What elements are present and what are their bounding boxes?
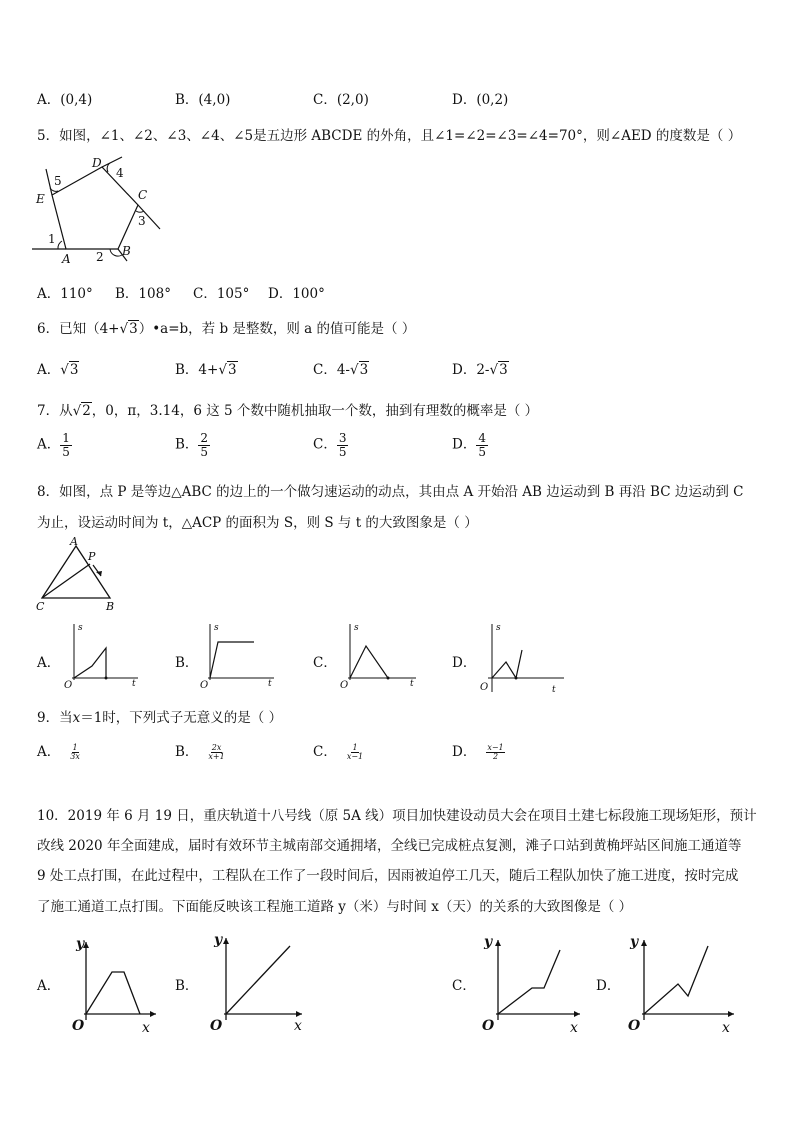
q10-option-c: C． <box>452 978 476 994</box>
q5-option-b: B．108° <box>115 286 171 302</box>
q10-graph-b <box>206 930 306 1036</box>
q10-option-d: D． <box>596 978 621 994</box>
q8-label-b: B <box>106 600 115 613</box>
svg-text:t: t <box>552 685 556 695</box>
q9-option-c: C． $\frac{1}{x-1}$ <box>313 743 364 761</box>
svg-text:s: s <box>354 623 359 633</box>
q5-label-5: 5 <box>54 174 62 188</box>
svg-text:s: s <box>78 623 83 633</box>
q7-option-d: D． $\frac{4}{5}$ <box>452 431 486 459</box>
q7-stem: 7．从√2，0，π，3.14，6 这 5 个数中随机抽取一个数，抽到有理数的概率是（ ） <box>37 403 539 419</box>
q8-stem-line1: 8．如图，点 P 是等边△ABC 的边上的一个做匀速运动的动点，其由点 A 开始沿 AB 边运动到 B 再沿 BC 边运动到 C <box>37 484 744 500</box>
q5-label-a: A <box>62 252 71 266</box>
svg-text:O: O <box>480 682 489 693</box>
q5-label-b: B <box>122 244 131 258</box>
q5-option-d: D．100° <box>268 286 325 302</box>
q6-option-a: A．√3 <box>37 362 79 378</box>
svg-text:x: x <box>142 1020 150 1036</box>
q10-stem-line1: 10．2019 年 6 月 19 日，重庆轨道十八号线（原 5A 线）项目加快建设动员大会在项目土建七标段施工现场矩形，预计 <box>37 808 757 824</box>
q10-stem-line3: 9 处工点打围，在此过程中，工程队在工作了一段时间后，因雨被迫停工几天，随后工程队加快了施工进度，按时完成 <box>37 868 739 884</box>
svg-text:y: y <box>214 932 223 948</box>
svg-text:y: y <box>484 934 493 950</box>
q6-stem: 6．已知（4+√3）•a=b，若 b 是整数，则 a 的值可能是（ ） <box>37 321 416 337</box>
q8-label-a: A <box>70 535 78 548</box>
q8-label-c: C <box>36 600 45 613</box>
q7-option-a: A． $\frac{1}{5}$ <box>37 431 70 459</box>
q5-label-1: 1 <box>48 232 56 246</box>
svg-text:y: y <box>630 934 639 950</box>
q4-option-b: B．(4,0) <box>175 92 231 108</box>
q7-stem-radicand: 2 <box>82 403 91 419</box>
q8-stem-line2: 为止，设运动时间为 t，△ACP 的面积为 S，则 S 与 t 的大致图象是（ ） <box>37 515 478 531</box>
q8-option-c: C． <box>313 655 337 671</box>
q5-label-3: 3 <box>138 214 146 228</box>
q4-option-d: D．(0,2) <box>452 92 509 108</box>
q10-graph-c <box>478 932 584 1036</box>
svg-text:t: t <box>132 679 136 689</box>
svg-text:s: s <box>496 623 501 633</box>
q4-option-c: C．(2,0) <box>313 92 369 108</box>
svg-text:x: x <box>294 1018 302 1034</box>
q6-option-b: B．4+√3 <box>175 362 237 378</box>
q5-label-2: 2 <box>96 250 104 264</box>
svg-text:x: x <box>722 1020 730 1036</box>
q10-option-a: A． <box>37 978 61 994</box>
svg-text:O: O <box>72 1018 85 1034</box>
q8-graph-d <box>478 620 568 694</box>
q8-option-d: D． <box>452 655 477 671</box>
svg-text:O: O <box>64 680 73 691</box>
q5-label-e: E <box>36 192 45 206</box>
q5-label-d: D <box>92 156 102 170</box>
q8-graph-b <box>198 620 278 691</box>
q8-option-a: A． <box>37 655 61 671</box>
q7-option-b: B． $\frac{2}{5}$ <box>175 431 209 459</box>
svg-text:O: O <box>340 680 349 691</box>
q5-pentagon-figure <box>32 155 172 267</box>
q7-option-c: C． $\frac{3}{5}$ <box>313 431 347 459</box>
svg-text:O: O <box>200 680 209 691</box>
q9-option-b: B． $\frac{2x}{x+1}$ <box>175 743 225 761</box>
q6-option-c: C．4-√3 <box>313 362 369 378</box>
svg-text:O: O <box>482 1018 495 1034</box>
q9-option-a: A． $\frac{1}{3x}$ <box>37 743 80 761</box>
q5-label-4: 4 <box>116 166 124 180</box>
q8-graph-a <box>62 620 142 691</box>
q10-stem-line4: 了施工通道工点打围。下面能反映该工程施工道路 y（米）与时间 x（天）的关系的大致图像是（ ） <box>37 899 633 915</box>
q10-option-b: B． <box>175 978 199 994</box>
svg-text:x: x <box>570 1020 578 1036</box>
svg-text:O: O <box>210 1018 223 1034</box>
q5-option-a: A．110° <box>37 286 93 302</box>
q5-option-c: C．105° <box>193 286 250 302</box>
q6-stem-radicand: 3 <box>129 321 138 337</box>
q4-option-a: A．(0,4) <box>37 92 93 108</box>
q10-graph-a <box>68 936 160 1036</box>
svg-text:s: s <box>214 623 219 633</box>
q10-graph-d <box>626 932 738 1036</box>
q8-graph-c <box>338 620 420 691</box>
q9-stem: 9．当x＝1时，下列式子无意义的是（ ） <box>37 710 283 726</box>
q6-option-d: D．2-√3 <box>452 362 508 378</box>
q9-option-d: D． $\frac{x-1}{2}$ <box>452 743 504 761</box>
q8-option-b: B． <box>175 655 199 671</box>
q8-label-p: P <box>88 550 96 563</box>
q5-label-c: C <box>138 188 148 202</box>
q10-stem-line2: 改线 2020 年全面建成，届时有效环节主城南部交通拥堵，全线已完成桩点复测，滩子口站到黄桷坪站区间施工通道等 <box>37 838 742 854</box>
q8-triangle-figure <box>36 535 118 613</box>
svg-text:O: O <box>628 1018 641 1034</box>
svg-text:y: y <box>76 936 85 952</box>
q5-stem: 5．如图，∠1、∠2、∠3、∠4、∠5是五边形 ABCDE 的外角，且∠1=∠2=∠3=∠4=70°，则∠AED 的度数是（ ） <box>37 128 742 144</box>
svg-text:t: t <box>410 679 414 689</box>
svg-text:t: t <box>268 679 272 689</box>
